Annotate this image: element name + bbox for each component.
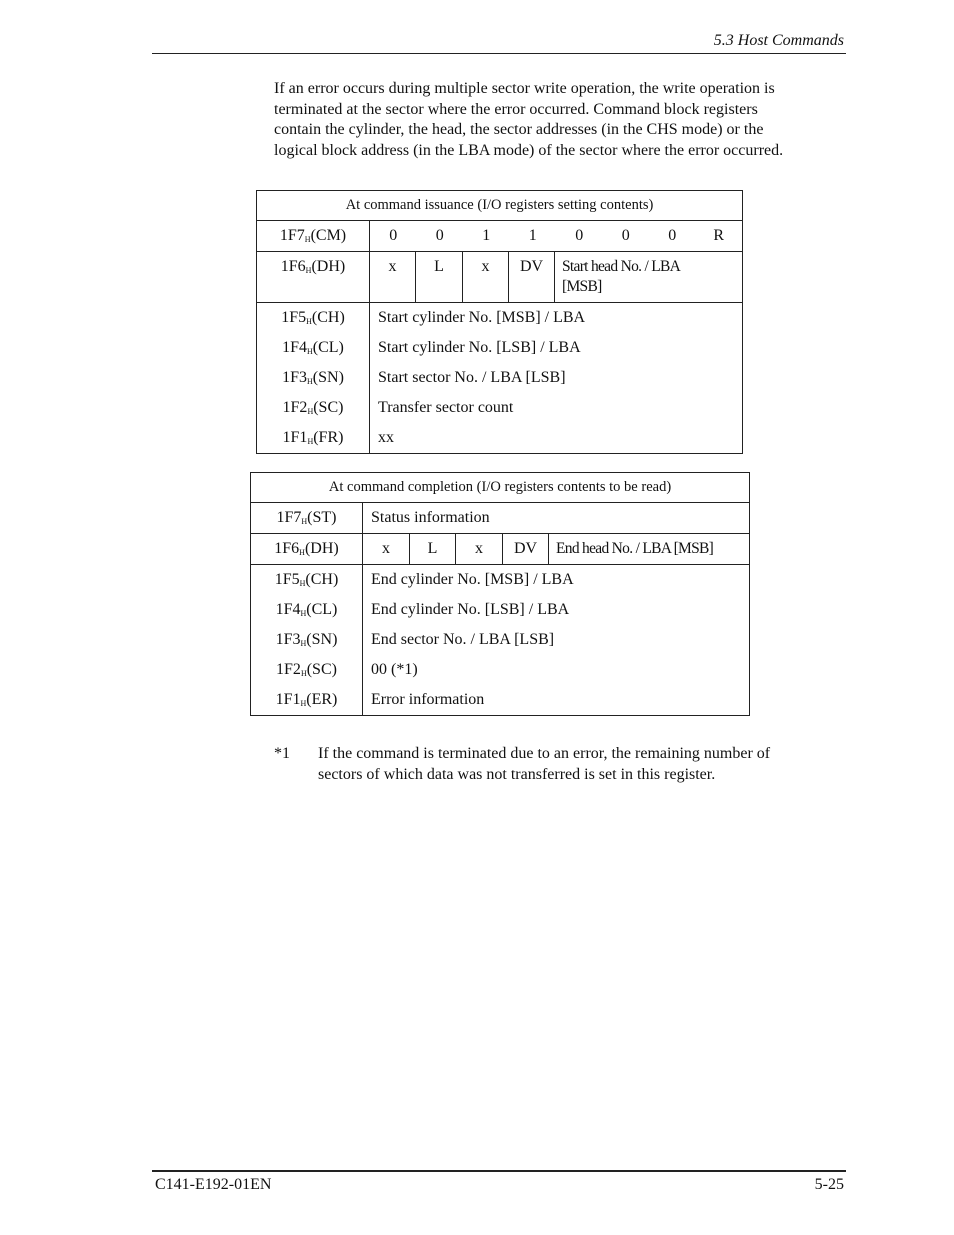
dh-bit-cell: x bbox=[463, 252, 509, 303]
register-description: Transfer sector count bbox=[378, 399, 514, 416]
bit-cell: 0 bbox=[389, 227, 398, 244]
intro-line: If an error occurs during multiple sector write operation, the write operation is bbox=[274, 80, 775, 97]
register-descriptions bbox=[370, 303, 743, 454]
page-number: 5-25 bbox=[814, 1176, 844, 1193]
footnote-text bbox=[318, 744, 838, 785]
dh-bit-cell: x bbox=[370, 252, 416, 303]
register-description: End sector No. / LBA [LSB] bbox=[371, 631, 555, 648]
intro-line: logical block address (in the LBA mode) of the sector where the error occurred. bbox=[274, 141, 784, 159]
footer-rule bbox=[152, 1170, 846, 1172]
dh-bit-cell: x bbox=[456, 534, 503, 565]
dh-bit-cell: DV bbox=[509, 252, 555, 303]
dh-bit-cell: L bbox=[410, 534, 456, 565]
register-description: End cylinder No. [LSB] / LBA bbox=[371, 601, 570, 618]
completion-register-table bbox=[250, 472, 750, 716]
command-bits bbox=[370, 221, 743, 252]
dh-description: End head No. / LBA [MSB] bbox=[549, 534, 750, 565]
footnote-line: sectors of which data was not transferred is set in this register. bbox=[318, 765, 716, 783]
header-rule bbox=[152, 53, 846, 54]
dh-bit-cell: DV bbox=[503, 534, 549, 565]
bit-cell: 0 bbox=[621, 227, 630, 244]
intro-line: contain the cylinder, the head, the sector addresses (in the CHS mode) or the bbox=[274, 121, 764, 138]
table-title: At command issuance (I/O registers setting contents) bbox=[257, 191, 743, 221]
intro-line: terminated at the sector where the error occurred. Command block registers bbox=[274, 100, 758, 118]
register-label-dh: $1F6_H(DH)$ bbox=[257, 252, 370, 303]
intro-paragraph bbox=[274, 79, 839, 161]
bit-cell: 0 bbox=[575, 227, 584, 244]
dh-bit-cell: x bbox=[363, 534, 410, 565]
bit-cell: 0 bbox=[668, 227, 677, 244]
register-description: End cylinder No. [MSB] / LBA bbox=[371, 571, 574, 588]
register-descriptions bbox=[363, 565, 750, 716]
bit-cell: 0 bbox=[435, 227, 444, 244]
bit-cell: R bbox=[713, 227, 725, 244]
footnote-line: If the command is terminated due to an error, the remaining number of bbox=[318, 745, 771, 762]
dh-description: Start head No. / LBA [MSB] bbox=[555, 252, 743, 303]
register-description: Error information bbox=[371, 691, 485, 708]
document-id: C141-E192-01EN bbox=[155, 1176, 272, 1193]
register-label-st: $1F7_H(ST)$ bbox=[251, 503, 363, 534]
bit-cell: 1 bbox=[528, 227, 537, 244]
register-labels: $1F5_H(CH)$ $1F4_H(CL)$ $1F3_H(SN)$ $1F2_H(SC)$ $1F1_H(ER)$ bbox=[251, 565, 363, 716]
footnote-mark: *1 bbox=[274, 745, 290, 762]
dh-bit-cell: L bbox=[416, 252, 463, 303]
issuance-register-table bbox=[256, 190, 743, 454]
table-title: At command completion (I/O registers contents to be read) bbox=[251, 473, 750, 503]
register-description: Start sector No. / LBA [LSB] bbox=[378, 369, 566, 386]
register-description: Start cylinder No. [MSB] / LBA bbox=[378, 309, 586, 326]
status-description: Status information bbox=[363, 503, 750, 534]
register-labels: $1F5_H(CH)$ $1F4_H(CL)$ $1F3_H(SN)$ $1F2_H(SC)$ $1F1_H(FR)$ bbox=[257, 303, 370, 454]
register-label-dh: $1F6_H(DH)$ bbox=[251, 534, 363, 565]
register-description: Start cylinder No. [LSB] / LBA bbox=[378, 339, 581, 356]
register-label-cm: $1F7_H(CM)$ bbox=[257, 221, 370, 252]
register-description: 00 (*1) bbox=[371, 661, 418, 678]
bit-cell: 1 bbox=[482, 227, 491, 244]
register-description: xx bbox=[378, 429, 394, 446]
section-header: 5.3 Host Commands bbox=[713, 32, 844, 49]
